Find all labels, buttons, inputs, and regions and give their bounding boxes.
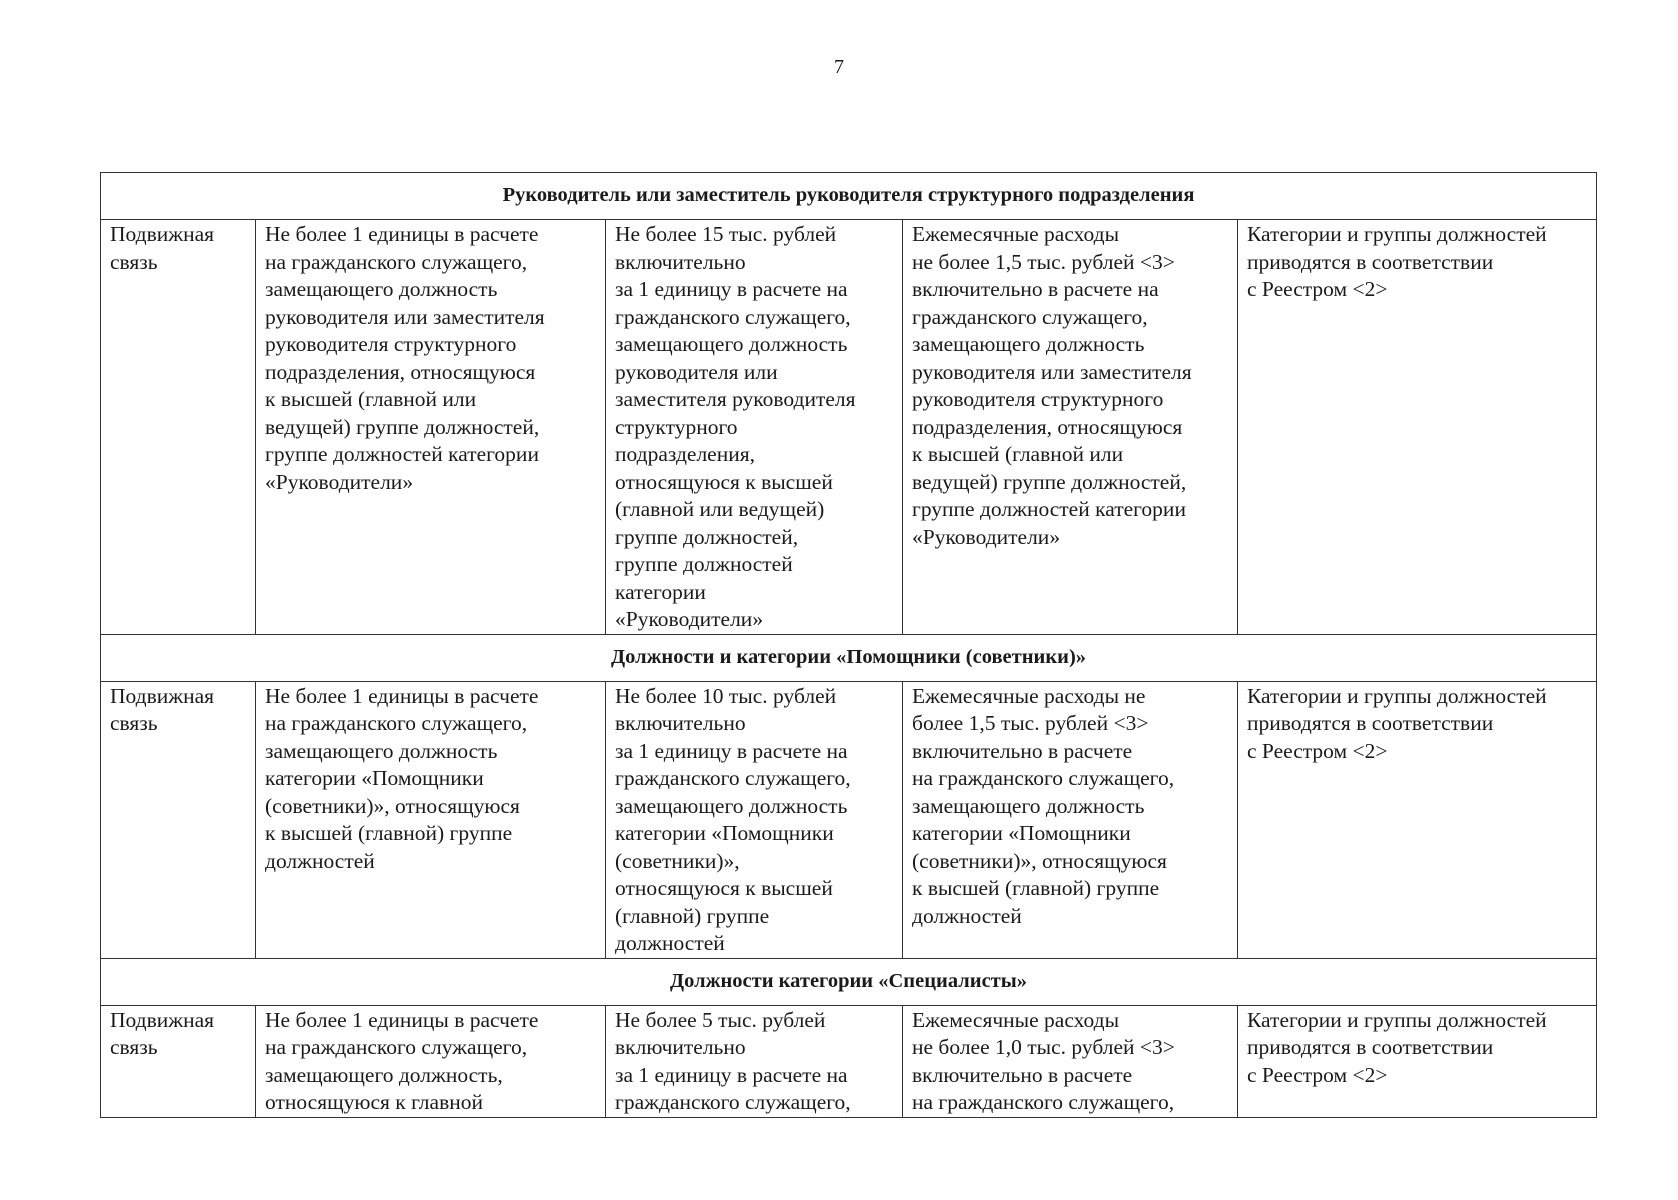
note-cell: Категории и группы должностей приводятся в соответствии с Реестром <2>	[1238, 681, 1597, 958]
price-norm-cell: Не более 5 тыс. рублей включительно за 1 единицу в расчете на гражданского служащего,	[606, 1005, 903, 1117]
table-row	[101, 1005, 1597, 1117]
service-type-cell: Подвижная связь	[101, 681, 256, 958]
table-row	[101, 681, 1597, 958]
monthly-cost-cell: Ежемесячные расходы не более 1,5 тыс. рублей <3> включительно в расчете на гражданского служащего, замещающего должность категории «Помощники (советники)», относящуюся к высшей (главной) группе должностей	[903, 681, 1238, 958]
expense-norms-table	[100, 172, 1597, 1118]
section-header-assistants	[101, 634, 1597, 681]
service-type-cell: Подвижная связь	[101, 1005, 256, 1117]
section-title: Должности категории «Специалисты»	[101, 958, 1597, 1005]
section-title: Руководитель или заместитель руководителя структурного подразделения	[101, 173, 1597, 220]
page-number: 7	[834, 56, 844, 78]
note-cell: Категории и группы должностей приводятся в соответствии с Реестром <2>	[1238, 1005, 1597, 1117]
section-header-specialists	[101, 958, 1597, 1005]
section-title: Должности и категории «Помощники (советники)»	[101, 634, 1597, 681]
monthly-cost-cell: Ежемесячные расходы не более 1,5 тыс. рублей <3> включительно в расчете на гражданского служащего, замещающего должность руководителя или заместителя руководителя структурного подразделения, относящуюся к высшей (главной или ведущей) группе должностей, группе должностей категории «Руководители»	[903, 220, 1238, 635]
table-row	[101, 220, 1597, 635]
monthly-cost-cell: Ежемесячные расходы не более 1,0 тыс. рублей <3> включительно в расчете на гражданского служащего,	[903, 1005, 1238, 1117]
quantity-norm-cell: Не более 1 единицы в расчете на гражданского служащего, замещающего должность категории «Помощники (советники)», относящуюся к высшей (главной) группе должностей	[256, 681, 606, 958]
note-cell: Категории и группы должностей приводятся в соответствии с Реестром <2>	[1238, 220, 1597, 635]
section-header-managers	[101, 173, 1597, 220]
service-type-cell: Подвижная связь	[101, 220, 256, 635]
quantity-norm-cell: Не более 1 единицы в расчете на гражданского служащего, замещающего должность руководителя или заместителя руководителя структурного подразделения, относящуюся к высшей (главной или ведущей) группе должностей, группе должностей категории «Руководители»	[256, 220, 606, 635]
price-norm-cell: Не более 10 тыс. рублей включительно за 1 единицу в расчете на гражданского служащего, замещающего должность категории «Помощники (советники)», относящуюся к высшей (главной) группе должностей	[606, 681, 903, 958]
price-norm-cell: Не более 15 тыс. рублей включительно за 1 единицу в расчете на гражданского служащего, замещающего должность руководителя или заместителя руководителя структурного подразделения, относящуюся к высшей (главной или ведущей) группе должностей, группе должностей категории «Руководители»	[606, 220, 903, 635]
quantity-norm-cell: Не более 1 единицы в расчете на гражданского служащего, замещающего должность, относящуюся к главной	[256, 1005, 606, 1117]
